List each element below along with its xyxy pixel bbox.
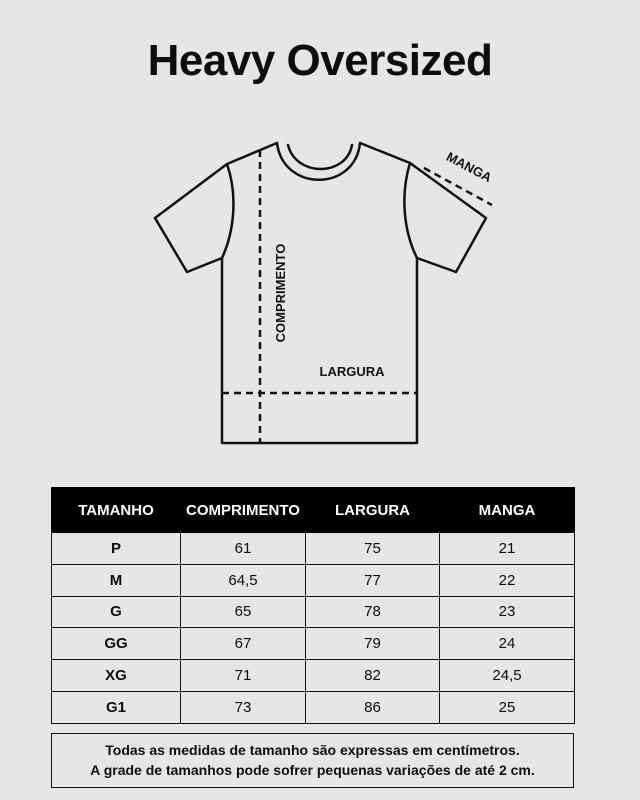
note-line-1: Todas as medidas de tamanho são expressas em centímetros. — [105, 742, 520, 758]
size-cell: G1 — [52, 691, 181, 723]
measurement-note — [51, 733, 574, 788]
header-sleeve: MANGA — [440, 488, 575, 533]
sleeve-cell: 24 — [440, 628, 575, 660]
table-row — [52, 691, 575, 723]
length-cell: 64,5 — [181, 564, 306, 596]
table-row — [52, 533, 575, 565]
sleeve-label: MANGA — [443, 148, 495, 186]
header-width: LARGURA — [306, 488, 440, 533]
sleeve-cell: 24,5 — [440, 660, 575, 692]
length-cell: 65 — [181, 596, 306, 628]
tshirt-outline — [155, 143, 486, 443]
table-row — [52, 596, 575, 628]
width-cell: 75 — [306, 533, 440, 565]
table-header-row — [52, 488, 575, 533]
size-cell: GG — [52, 628, 181, 660]
length-cell: 67 — [181, 628, 306, 660]
table-row — [52, 660, 575, 692]
table-row — [52, 628, 575, 660]
width-cell: 77 — [306, 564, 440, 596]
header-length: COMPRIMENTO — [181, 488, 306, 533]
table-row — [52, 564, 575, 596]
page-title: Heavy Oversized — [147, 36, 493, 85]
width-cell: 79 — [306, 628, 440, 660]
sleeve-cell: 21 — [440, 533, 575, 565]
sleeve-cell: 23 — [440, 596, 575, 628]
size-cell: XG — [52, 660, 181, 692]
note-line-2: A grade de tamanhos pode sofrer pequenas variações de até 2 cm. — [90, 762, 535, 778]
width-cell: 82 — [306, 660, 440, 692]
size-cell: M — [52, 564, 181, 596]
width-label: LARGURA — [319, 364, 385, 379]
size-table — [51, 487, 575, 724]
size-cell: G — [52, 596, 181, 628]
header-size: TAMANHO — [52, 488, 181, 533]
length-cell: 73 — [181, 691, 306, 723]
width-cell: 86 — [306, 691, 440, 723]
length-label: COMPRIMENTO — [273, 243, 288, 343]
size-cell: P — [52, 533, 181, 565]
sleeve-cell: 22 — [440, 564, 575, 596]
sleeve-cell: 25 — [440, 691, 575, 723]
width-cell: 78 — [306, 596, 440, 628]
length-cell: 71 — [181, 660, 306, 692]
length-cell: 61 — [181, 533, 306, 565]
